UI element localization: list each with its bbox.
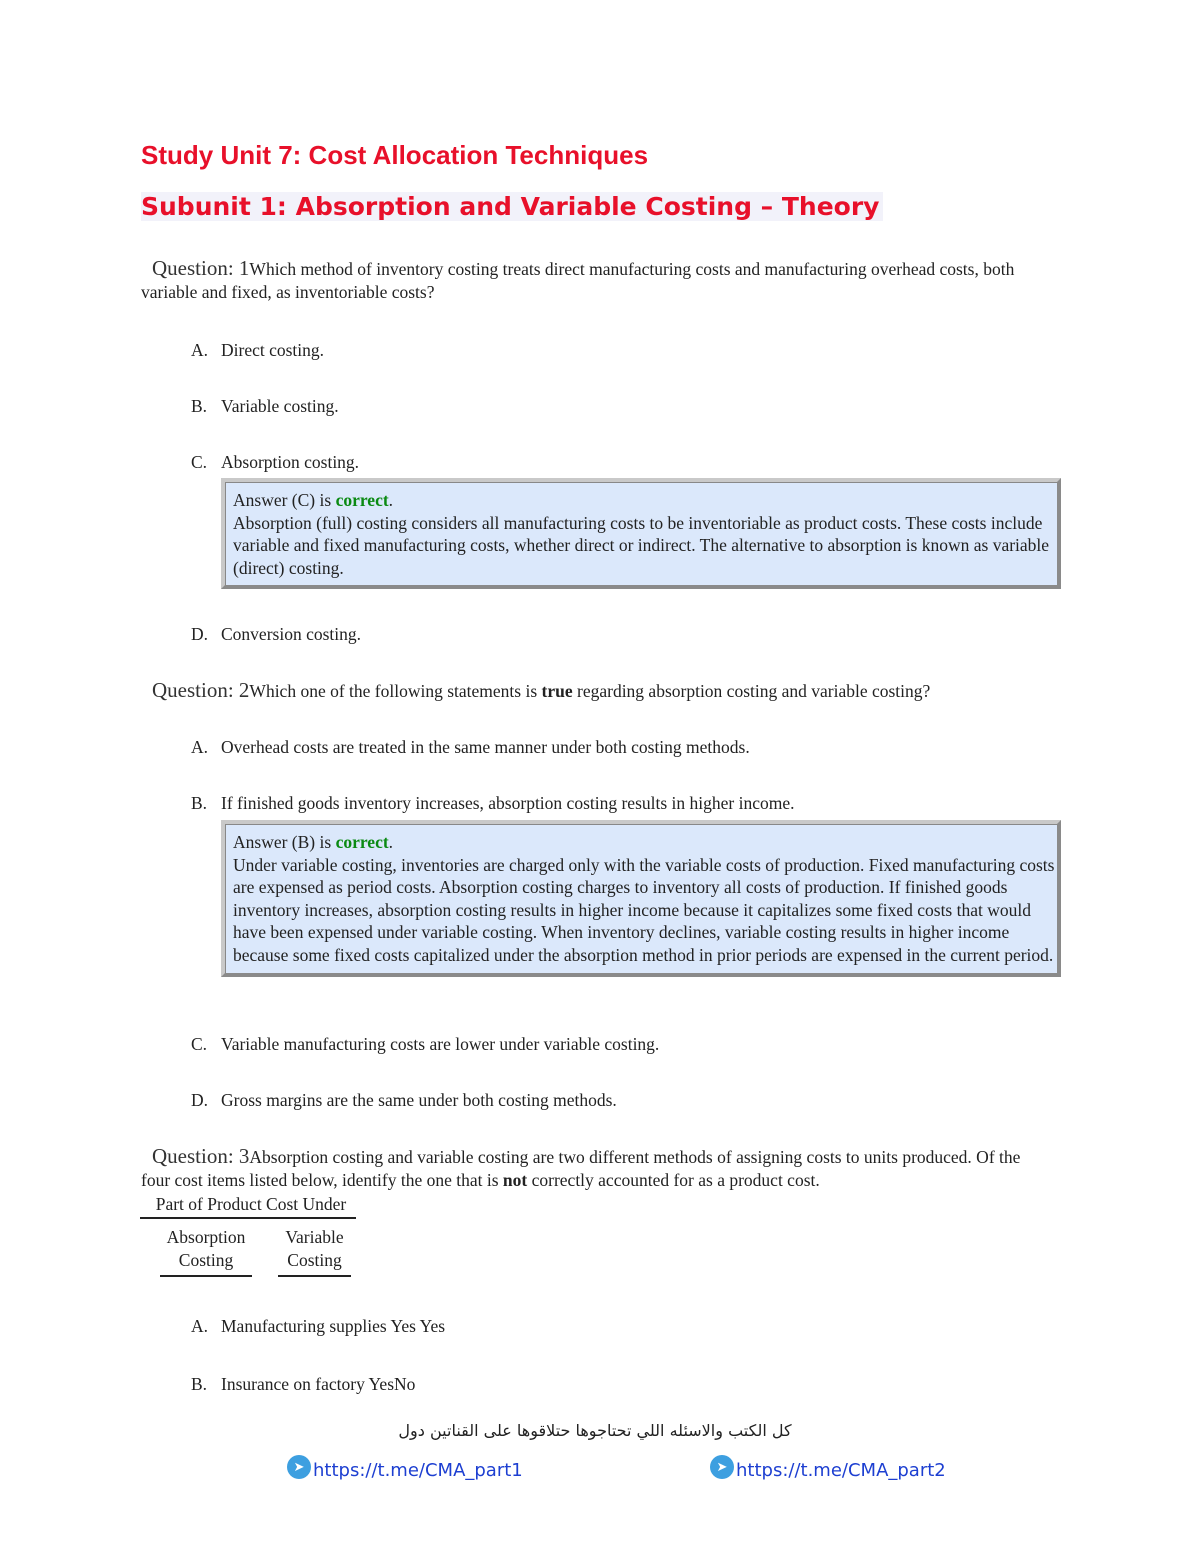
column-rule [278, 1275, 351, 1277]
option-1b[interactable]: B. Variable costing. [191, 396, 339, 416]
correct-label: correct [335, 832, 389, 852]
option-1d[interactable]: D. Conversion costing. [191, 624, 361, 644]
footer-arabic-text: كل الكتب والاسئله اللي تحتاجوها حتلاقوها على القناتين دول [398, 1421, 792, 1440]
option-1c[interactable]: C. Absorption costing. [191, 452, 360, 472]
telegram-icon: ➤ [710, 1455, 734, 1479]
option-2c[interactable]: C. Variable manufacturing costs are lower under variable costing. [191, 1034, 660, 1054]
option-3a[interactable]: A. Manufacturing supplies Yes Yes [191, 1316, 446, 1336]
question-text: Which method of inventory costing treats direct manufacturing costs and manufacturing overhead costs, both variable and fixed, as inventoriable costs? [141, 259, 1015, 302]
column-rule [160, 1275, 252, 1277]
question-label: Question: 2 [152, 678, 250, 702]
table-header-rule [140, 1217, 356, 1219]
answer-explanation: Absorption (full) costing considers all manufacturing costs to be inventoriable as product costs. These costs include variable and fixed manufacturing costs, whether direct or indirect. The alternative to absorption is known as variable (direct) costing. [233, 512, 1050, 578]
option-2b[interactable]: B. If finished goods inventory increases, absorption costing results in higher income. [191, 793, 795, 813]
telegram-icon: ➤ [287, 1455, 311, 1479]
option-2d[interactable]: D. Gross margins are the same under both costing methods. [191, 1090, 617, 1110]
answer-box-2: Answer (B) is correct. Under variable costing, inventories are charged only with the variable costs of production. Fixed manufacturing costs are expensed as period costs. Absorption costing charges to inventory all costs of production. If finished goods inventory increases, absorption costing results in higher income because it capitalizes some fixed costs that would have been expensed under variable costing. When inventory declines, variable costing results in higher income because some fixed costs capitalized under the absorption method in prior periods are expensed in the current period. [221, 820, 1061, 977]
page-subtitle: Subunit 1: Absorption and Variable Costing – Theory [141, 192, 883, 221]
question-label: Question: 1 [152, 256, 250, 280]
question-1 [141, 257, 1051, 304]
page-title: Study Unit 7: Cost Allocation Techniques [141, 140, 649, 170]
footer-link-1[interactable]: ➤ https://t.me/CMA_part1 [287, 1457, 547, 1485]
correct-label: correct [335, 490, 389, 510]
question-2: Question: 2Which one of the following statements is true regarding absorption costing and variable costing? [141, 679, 1051, 703]
column-absorption: Absorption Costing [166, 1227, 246, 1270]
option-2a[interactable]: A. Overhead costs are treated in the same manner under both costing methods. [191, 737, 750, 757]
answer-explanation: Under variable costing, inventories are charged only with the variable costs of production. Fixed manufacturing costs are expensed as period costs. Absorption costing charges to inventory all costs of production. If finished goods inventory increases, absorption costing results in higher income because it capitalizes some fixed costs that would have been expensed under variable costing. When inventory declines, variable costing results in higher income because some fixed costs capitalized under the absorption method in prior periods are expensed in the current period. [233, 854, 1055, 965]
question-3: Question: 3Absorption costing and variable costing are two different methods of assigning costs to units produced. Of the four cost items listed below, identify the one that is not correctly accounted for as a product cost. [141, 1144, 1021, 1190]
answer-box-1: Answer (C) is correct. Absorption (full) costing considers all manufacturing costs to be inventoriable as product costs. These costs include variable and fixed manufacturing costs, whether direct or indirect. The alternative to absorption is known as variable (direct) costing. [221, 478, 1061, 589]
option-3b[interactable]: B. Insurance on factory YesNo [191, 1374, 416, 1394]
footer-link-2[interactable]: ➤ https://t.me/CMA_part2 [710, 1457, 970, 1485]
option-1a[interactable]: A. Direct costing. [191, 340, 325, 360]
column-variable: Variable Costing [285, 1227, 344, 1270]
question-label: Question: 3 [152, 1144, 250, 1168]
table-header: Part of Product Cost Under [155, 1194, 347, 1214]
